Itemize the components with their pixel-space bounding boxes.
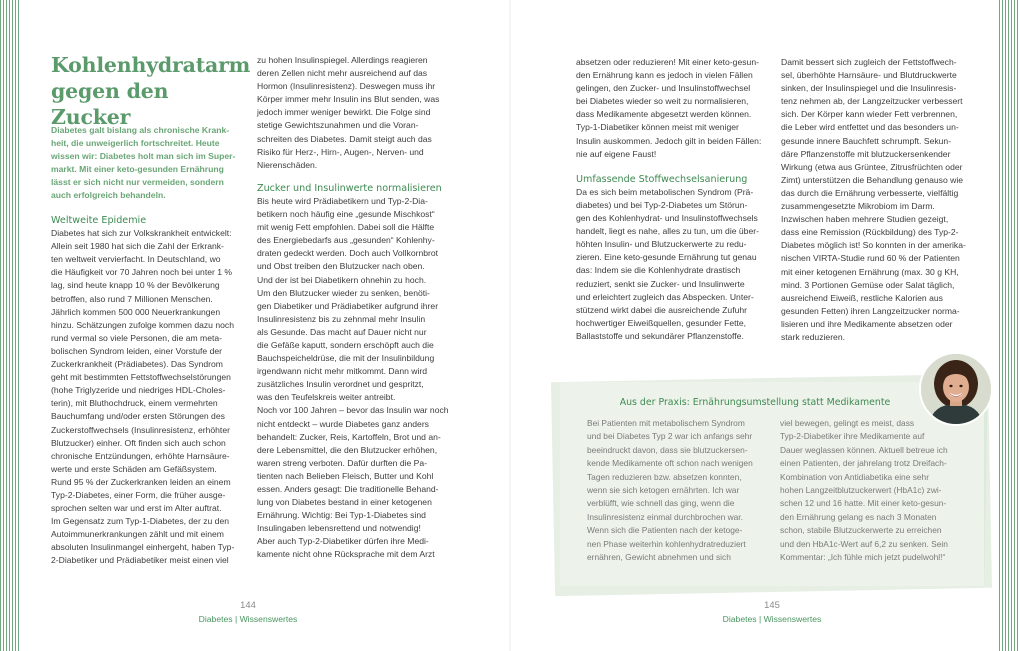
page-title: Kohlenhydratarm gegen den Zucker bbox=[51, 53, 251, 129]
column-1-text: Diabetes hat sich zur Volkskrankheit entwickelt: Allein seit 1980 hat sich die Zahl der Erkrank- ten weltweit vervierfacht. In Deutschland, wo die Häufigkeit vor 70 Jahren noch bei unter 1 % lag, sind heute knapp 10 % der Bevölkerung betroffen, also rund 7 Millionen Menschen. Jährlich kommen 500 000 Neuerkrankungen hinzu. Schätzungen zufolge kommen dazu noch rund vermal so viele Personen, die am meta- bolischen Syndrom leiden, einer Vorstufe der Zuckerkrankheit (Prädiabetes). Das Syndrom geht mit bestimmten Fettstoffwechselstörungen (hohe Triglyzeride und niedriges HDL-Choles- terin), mit Bluthochdruck, einem vermehrten Bauchumfang und/oder ersten Störungen des Zuckerstoffwechsels (Insulinresistenz, erhöhter Blutzucker) einher. Oft finden sich auch schon chronische Entzündungen, erhöhte Harnsäure- werte und erste Schäden am Gefäßsystem. Rund 95 % der Zuckerkranken leiden an einem Typ-2-Diabetes, einer Form, die früher ausge- sprochen selten war und erst im Alter auftrat. Im Gegensatz zum Typ-1-Diabetes, der zu den Autoimmunerkrankungen zählt und mit einem absoluten Insulinmangel einhergeht, haben Typ- 2-Diabetiker und Prädiabetiker meist einen viel bbox=[51, 228, 235, 566]
column-2-text-b: Bis heute wird Prädiabetikern und Typ-2-Dia- betikern noch häufig eine „gesunde Mischkost“ mit wenig Fett empfohlen. Dabei soll die Hälfte des Energiebedarfs aus „gesunden“ Kohlenhy- draten gedeckt werden. Doch auch Vollkornbrot und Obst treiben den Blutzucker nach oben. Und der ist bei Diabetikern ohnehin zu hoch. Um den Blutzucker wieder zu senken, benöti- gen Diabetiker und Prädiabetiker aufgrund ihrer Insulinresistenz bis zu zehnmal mehr Insulin als Gesunde. Das macht auf Dauer nicht nur die Gefäße kaputt, sondern erschöpft auch die Bauchspeicheldrüse, die mit der Insulinbildung irgendwann nicht mehr mitkommt. Dann wird zusätzliches Insulin verordnet und gespritzt, was den Teufelskreis weiter antreibt. Noch vor 100 Jahren – bevor das Insulin war noch nicht entdeckt – wurde Diabetes ganz anders behandelt: Zucker, Reis, Kartoffeln, Brot und an- dere Lebensmittel, die den Blutzucker erhöhen, waren streng verboten. Dafür durften die Pa- tienten nach Belieben Fleisch, Butter und Kohl essen. Anders gesagt: Die traditionelle Behand- lung von Diabetes bestand in einer ketogenen Ernährung. Wichtig: Bei Typ-1-Diabetes sind Insulingaben lebensrettend und notwendig! Aber auch Typ-2-Diabetiker dürfen ihre Medi- kamente nicht ohne Rücksprache mit dem Arzt bbox=[257, 195, 449, 560]
author-portrait bbox=[919, 352, 993, 426]
column-3-text-a: absetzen oder reduzieren! Mit einer keto-gesun- den Ernährung kann es jedoch in vielen Fällen gelingen, den Zucker- und Insulinstoffwechsel bei Diabetes wieder so weit zu normalisieren, dass Medikamente abgesetzt werden können. Typ-1-Diabetiker können meist mit weniger Insulin auskommen. Jedoch gilt in beiden Fällen: nie auf eigene Faust! bbox=[576, 57, 762, 159]
column-3-text-b: Da es sich beim metabolischen Syndrom (Prä- diabetes) und bei Typ-2-Diabetes um Störun- gen des Kohlenhydrat- und Insulinstoffwechsels handelt, liegt es nahe, alles zu tun, um die über- höhten Insulin- und Blutzuckerwerte zu redu- zieren. Eine keto-gesunde Ernährung tut genau das: Indem sie die Kohlenhydrate drastisch reduziert, senkt sie Zucker- und Insulinwerte und erleichtert zugleich das Abspecken. Unter- stützend wirkt dabei die ausreichende Zufuhr hochwertiger Eiweißquellen, gesunder Fette, Ballaststoffe und sekundärer Pflanzenstoffe. bbox=[576, 186, 759, 341]
practice-box-title: Aus der Praxis: Ernährungsumstellung statt Medikamente bbox=[619, 397, 891, 408]
running-head-left: Diabetes | Wissenswertes bbox=[198, 614, 298, 624]
column-4-text: Damit bessert sich zugleich der Fettstoffwech- sel, überhöhte Harnsäure- und Blutdruckwerte sinken, der Insulinspiegel und die Insulinresis- tenz nehmen ab, der Langzeitzucker verbessert sich. Der Körper kann wieder Fett verbrennen, die Leber wird entfettet und das besonders un- gesunde innere Bauchfett schrumpft. Sekun- däre Pflanzenstoffe mit blutzuckersenkender Wirkung (etwa aus Grüntee, Zitrusfrüchten oder Zimt) unterstützen die Behandlung genauso wie das durch die Ernährung verbesserte, vielfältig zusammengesetzte Mikrobiom im Darm. Inzwischen haben mehrere Studien gezeigt, dass eine Remission (Rückbildung) des Typ-2- Diabetes möglich ist! So konnten in der amerika- nischen VIRTA-Studie rund 60 % der Patienten mit einer ketogenen Ernährung (max. 30 g KH, mind. 3 Portionen Gemüse oder Salat täglich, ausreichend Eiweiß, restliche Kalorien aus gesunden Fetten) ihren Langzeitzucker norma- lisieren und ihre Medikamente absetzen oder stark reduzieren. bbox=[781, 57, 966, 342]
page-number-left: 144 bbox=[240, 599, 256, 610]
column-4 bbox=[781, 56, 977, 344]
heading-weltweite-epidemie: Weltweite Epidemie bbox=[51, 215, 147, 226]
column-1 bbox=[51, 214, 249, 568]
left-edge-stripes bbox=[0, 0, 21, 651]
author-portrait-image bbox=[921, 354, 991, 424]
page-number-right: 145 bbox=[764, 599, 780, 610]
lead-paragraph: Diabetes galt bislang als chronische Krank- heit, die unweigerlich fortschreitet. Heute wissen wir: Diabetes holt man sich im Super- markt. Mit einer keto-gesunden Ernährung lässt er sich nicht nur vermeiden, sondern auch erfolgreich behandeln. bbox=[51, 125, 236, 201]
running-head-right: Diabetes | Wissenswertes bbox=[722, 614, 822, 624]
heading-stoffwechselsanierung: Umfassende Stoffwechselsanierung bbox=[576, 173, 748, 185]
book-spine bbox=[509, 0, 511, 651]
practice-box-column-1: Bei Patienten mit metabolischem Syndrom und bei Diabetes Typ 2 war ich anfangs sehr beeindruckt davon, dass sie blutzuckersen- kende Medikamente oft schon nach wenigen Tagen reduzieren bzw. absetzen konnten, wenn sie sich ketogen ernährten. Ich war verblüfft, wie schnell das ging, wenn die Insulinresistenz einmal durchbrochen war. Wenn sich die Patienten nach der ketoge- nen Phase weiterhin kohlenhydratreduziert ernähren, Gewicht abnehmen und sich bbox=[587, 418, 753, 563]
heading-zucker-insulinwerte: Zucker und Insulinwerte normalisieren bbox=[257, 182, 442, 194]
right-edge-stripes bbox=[999, 0, 1020, 651]
column-2 bbox=[257, 54, 457, 562]
column-2-text-a: zu hohen Insulinspiegel. Allerdings reagieren deren Zellen nicht mehr ausreichend auf das Hormon (Insulinresistenz). Deswegen muss ihr Körper immer mehr Insulin ins Blut senden, was jedoch immer weniger bewirkt. Die Folge sind stetige Gewichtszunahmen und die Voran- schreiten des Diabetes. Damit steigt auch das Risiko für Herz-, Hirn-, Augen-, Nerven- und Nierenschäden. bbox=[257, 55, 440, 170]
column-3 bbox=[576, 56, 772, 343]
practice-box-column-2: viel bewegen, gelingt es meist, dass Typ-2-Diabetiker ihre Medikamente auf Dauer weglassen können. Aktuell betreue ich einen Patienten, der jahrelang trotz Dreifach- Kombination von Antidiabetika eine sehr hohen Langzeitblutzuckerwert (HbA1c) zwi- schen 12 und 16 hatte. Mit einer keto-gesun- den Ernährung gelang es nach 3 Monaten schon, stabile Blutzuckerwerte zu erreichen und den HbA1c-Wert auf 6,2 zu senken. Sein Kommentar: „Ich fühle mich jetzt pudelwohl!“ bbox=[780, 418, 948, 563]
